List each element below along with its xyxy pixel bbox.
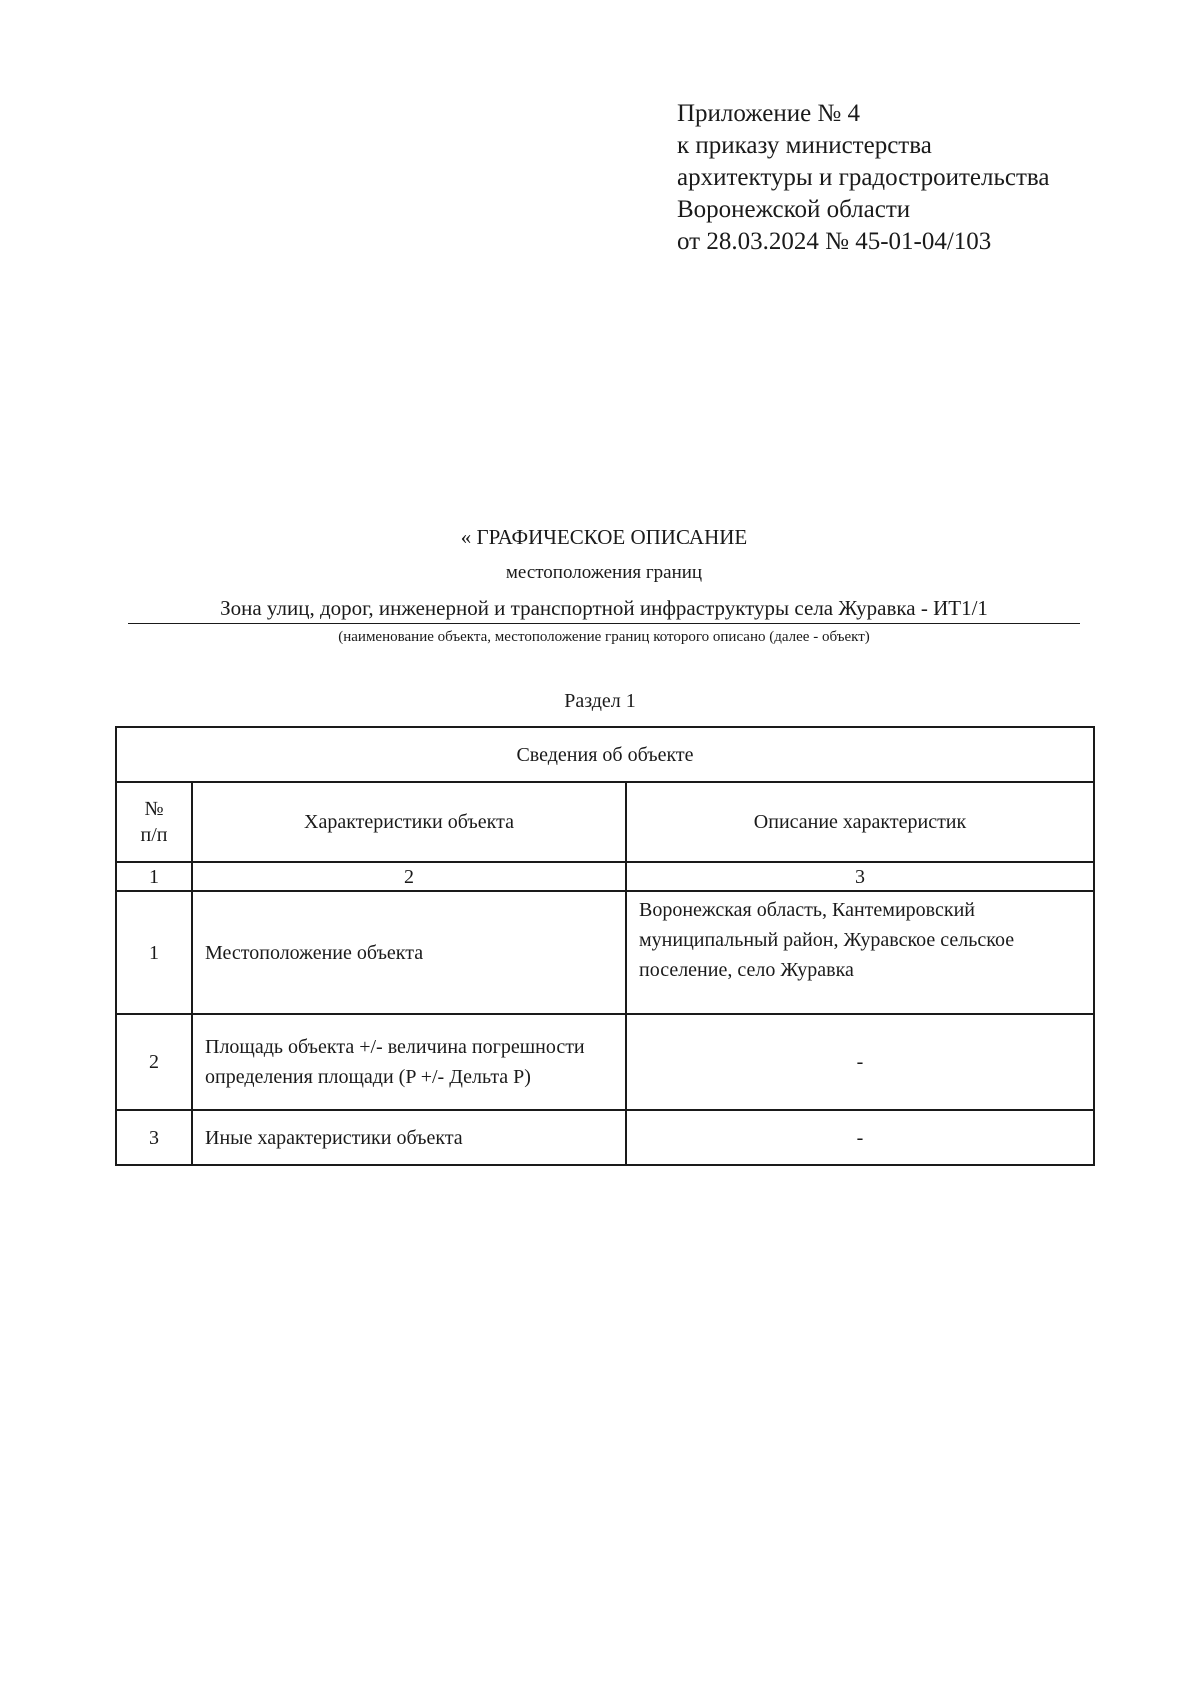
table-row <box>116 1110 1094 1165</box>
heading-block <box>128 522 1080 647</box>
header-characteristic: Характеристики объекта <box>192 782 626 862</box>
section-label: Раздел 1 <box>564 690 636 712</box>
column-number: 2 <box>192 862 626 891</box>
appendix-line: от 28.03.2024 № 45-01-04/103 <box>677 228 992 255</box>
header-description: Описание характеристик <box>626 782 1094 862</box>
table-header-row <box>116 782 1094 862</box>
row-characteristic: Местоположение объекта <box>192 891 626 1014</box>
document-subtitle: местоположения границ <box>505 562 703 583</box>
row-characteristic: Площадь объекта +/- величина погрешности определения площади (P +/- Дельта P) <box>192 1014 626 1110</box>
header-number-abbrev: п/п <box>140 824 168 846</box>
table-row <box>116 1014 1094 1110</box>
object-name-caption: (наименование объекта, местоположение границ которого описано (далее - объект) <box>338 629 870 645</box>
appendix-block <box>677 98 1049 258</box>
row-description: Воронежская область, Кантемировский муниципальный район, Журавское сельское поселение, село Журавка <box>626 891 1094 1014</box>
document-title: « ГРАФИЧЕСКОЕ ОПИСАНИЕ <box>460 525 748 549</box>
object-info-table <box>115 726 1095 1166</box>
row-description: - <box>626 1110 1094 1165</box>
row-number: 1 <box>116 891 192 1014</box>
column-number: 3 <box>626 862 1094 891</box>
row-description: - <box>626 1014 1094 1110</box>
table-caption-row <box>116 727 1094 782</box>
row-number: 2 <box>116 1014 192 1110</box>
column-number-row <box>116 862 1094 891</box>
appendix-line: Приложение № 4 <box>677 100 861 127</box>
table-row <box>116 891 1094 1014</box>
table-caption: Сведения об объекте <box>116 727 1094 782</box>
object-name: Зона улиц, дорог, инженерной и транспортной инфраструктуры села Журавка - ИТ1/1 <box>128 593 1080 624</box>
appendix-line: Воронежской области <box>677 196 911 223</box>
row-characteristic: Иные характеристики объекта <box>192 1110 626 1165</box>
appendix-line: к приказу министерства <box>677 132 932 159</box>
header-number <box>116 782 192 862</box>
appendix-line: архитектуры и градостроительства <box>677 164 1050 191</box>
column-number: 1 <box>116 862 192 891</box>
row-number: 3 <box>116 1110 192 1165</box>
header-number-symbol: № <box>144 798 164 820</box>
